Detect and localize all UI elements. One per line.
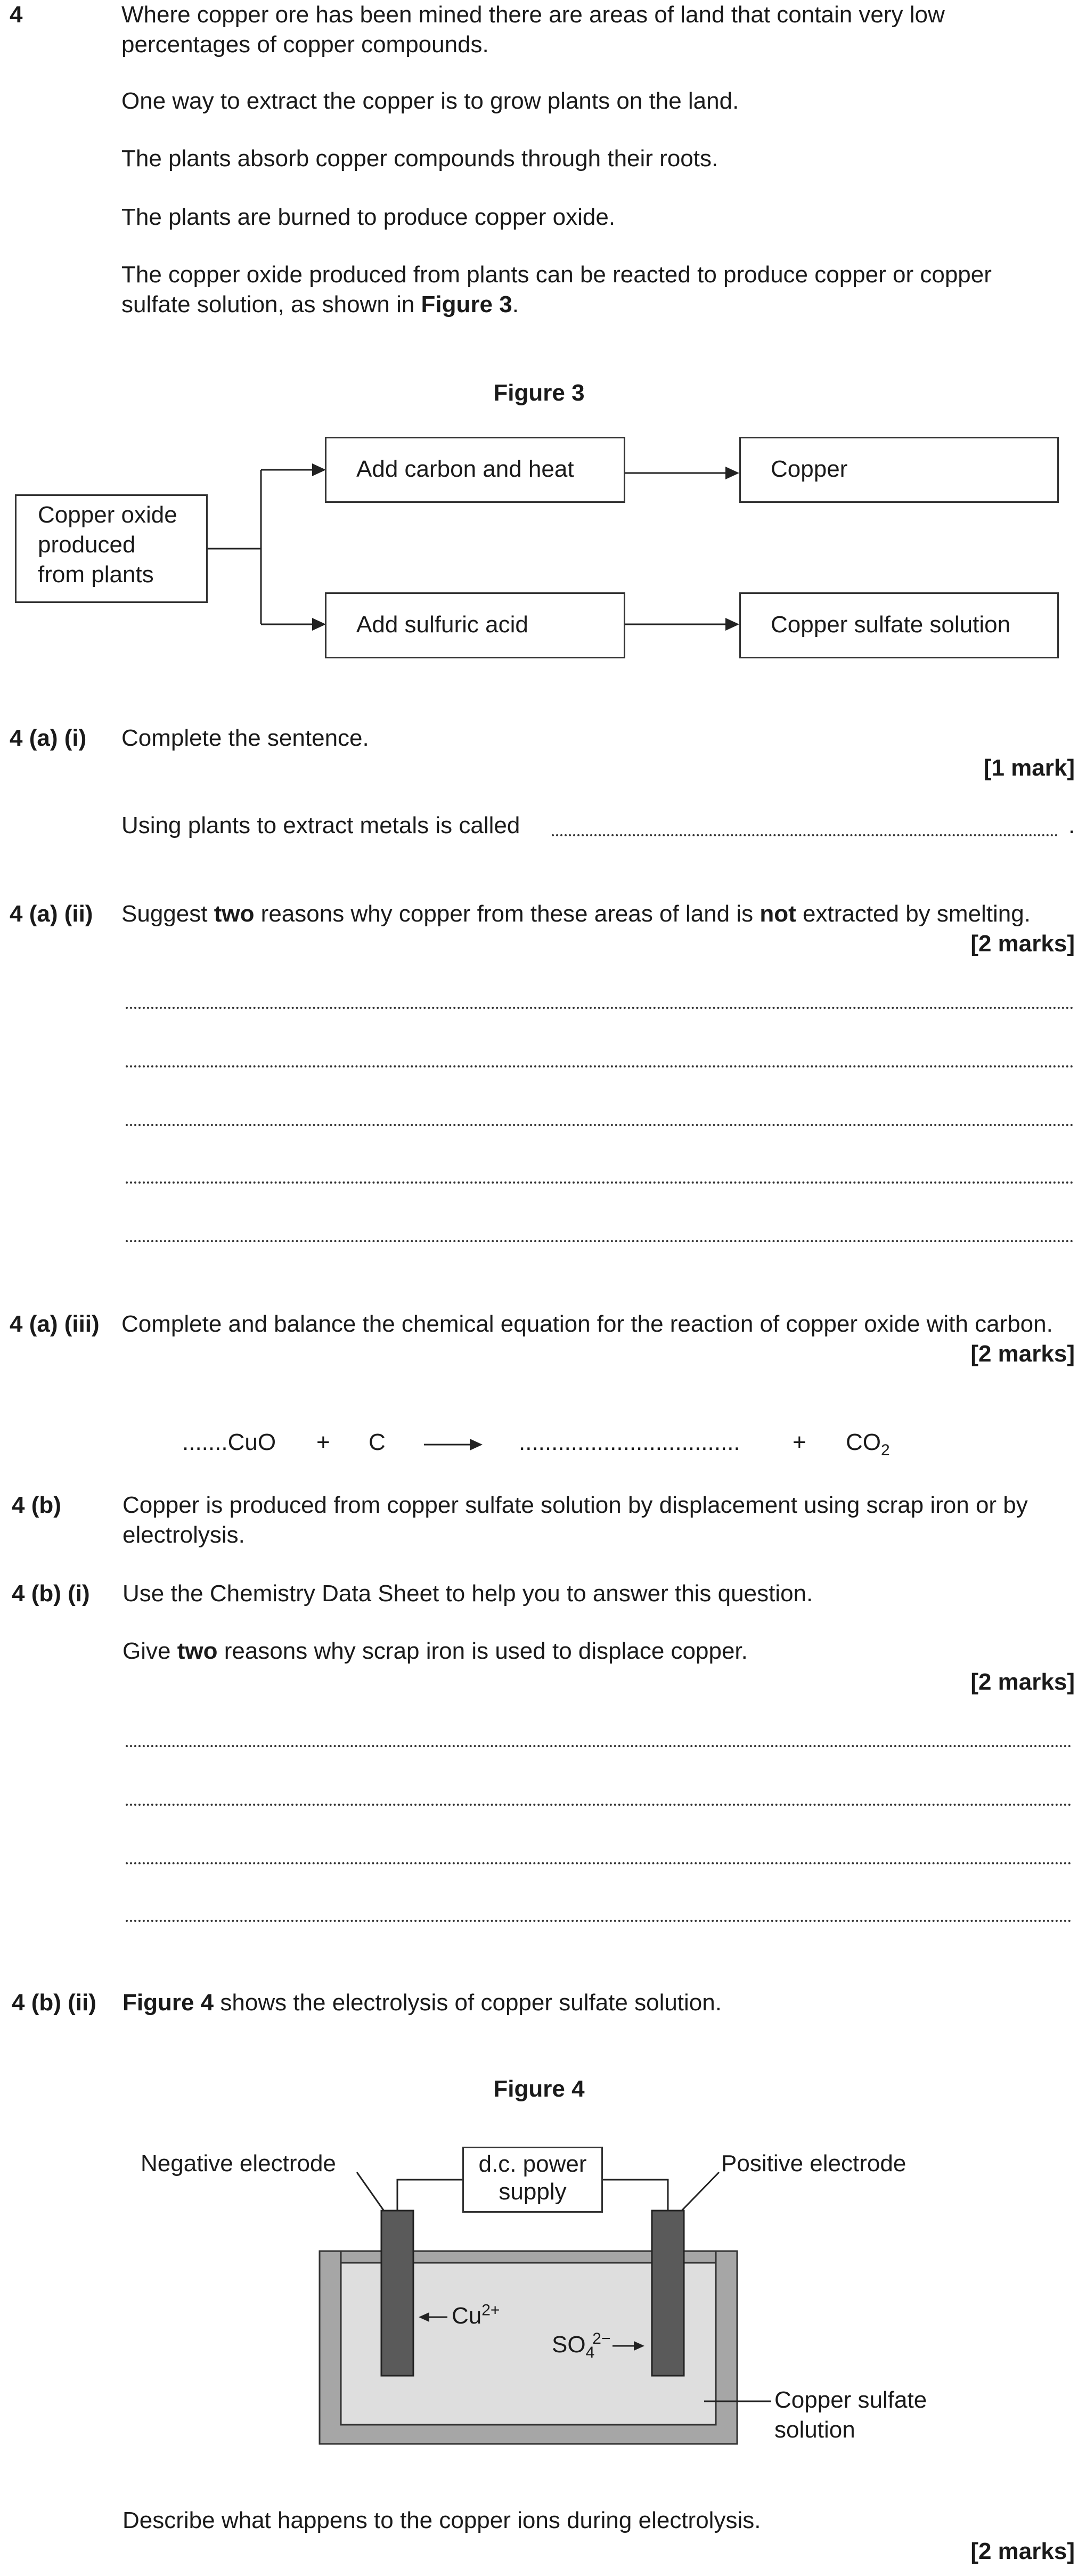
copper-ion-charge: 2+	[481, 2301, 500, 2319]
equation-carbon: C	[369, 1429, 386, 1455]
figure-4-title: Figure 4	[493, 2076, 585, 2102]
q4-b-label: 4 (b)	[12, 1492, 61, 1518]
sulfate-ion-label	[552, 2330, 610, 2360]
q4-a-i-label: 4 (a) (i)	[10, 725, 87, 751]
intro-paragraph-2: One way to extract the copper is to grow plants on the land.	[121, 88, 739, 114]
equation-plus-2: +	[793, 1429, 806, 1455]
intro-paragraph-3: The plants absorb copper compounds through their roots.	[121, 145, 718, 172]
q4-a-ii-marks: [2 marks]	[970, 931, 1075, 957]
equation-co2-formula: CO	[846, 1429, 881, 1455]
positive-electrode	[652, 2211, 684, 2376]
sulfate-ion-symbol: SO	[552, 2332, 586, 2358]
intro-paragraph-5-end: .	[512, 291, 519, 317]
copper-oxide-box-text: Copper oxide produced from plants	[38, 502, 177, 588]
q4-b-text: Copper is produced from copper sulfate solution by displacement using scrap iron or by electrolysis.	[123, 1492, 1028, 1548]
dc-power-supply	[462, 2147, 603, 2213]
q4-a-i-prompt: Complete the sentence.	[121, 725, 369, 751]
add-sulfuric-acid-box-text: Add sulfuric acid	[356, 612, 528, 638]
q4-a-ii-post: extracted by smelting.	[796, 901, 1031, 927]
q4-a-iii-label: 4 (a) (iii)	[10, 1311, 100, 1337]
figure-3-reference: Figure 3	[421, 291, 512, 317]
q4-b-ii-label: 4 (b) (ii)	[12, 1990, 96, 2016]
q4-b-ii-text-rest: shows the electrolysis of copper sulfate solution.	[214, 1990, 722, 2016]
intro-paragraph-5-text: The copper oxide produced from plants can be reacted to produce copper or copper sulfate solution, as shown in	[121, 262, 992, 317]
q4-b-i-label: 4 (b) (i)	[12, 1580, 90, 1607]
q4-a-i-marks: [1 mark]	[983, 755, 1075, 781]
copper-sulfate-solution-box-text: Copper sulfate solution	[771, 612, 1011, 638]
figure-4-reference: Figure 4	[123, 1990, 214, 2016]
q4-a-ii-mid: reasons why copper from these areas of land is	[254, 901, 760, 927]
sulfate-ion-charge: 2−	[592, 2330, 611, 2348]
copper-ion-symbol: Cu	[452, 2303, 482, 2329]
copper-box-text: Copper	[771, 456, 848, 482]
q4-a-ii-bold-two: two	[214, 901, 255, 927]
negative-electrode-label: Negative electrode	[141, 2150, 336, 2176]
equation-plus-1: +	[316, 1429, 330, 1455]
intro-paragraph-1: Where copper ore has been mined there are areas of land that contain very low percentages of copper compounds.	[121, 2, 945, 58]
q4-b-i-text-1: Use the Chemistry Data Sheet to help you to answer this question.	[123, 1580, 813, 1607]
copper-ion-label	[452, 2301, 500, 2331]
dc-power-supply-label: d.c. power supply	[478, 2151, 587, 2205]
q4-a-ii-pre: Suggest	[121, 901, 214, 927]
q4-b-i-bold-two: two	[177, 1638, 218, 1664]
q4-b-i-post: reasons why scrap iron is used to displace copper.	[217, 1638, 748, 1664]
question-number: 4	[10, 2, 23, 28]
q4-a-ii-bold-not: not	[760, 901, 796, 927]
q4-b-ii-describe: Describe what happens to the copper ions during electrolysis.	[123, 2507, 761, 2533]
q4-b-i-pre: Give	[123, 1638, 177, 1664]
equation-answer-blank[interactable]: ..................................	[519, 1429, 740, 1455]
q4-b-ii-marks: [2 marks]	[970, 2538, 1075, 2564]
sulfate-ion-subscript: 4	[585, 2343, 595, 2361]
q4-a-iii-marks: [2 marks]	[970, 1341, 1075, 1367]
q4-a-i-sentence-end: .	[1068, 812, 1075, 838]
positive-electrode-label: Positive electrode	[721, 2150, 907, 2176]
add-carbon-box-text: Add carbon and heat	[356, 456, 574, 482]
q4-a-ii-label: 4 (a) (ii)	[10, 901, 93, 927]
q4-a-i-sentence: Using plants to extract metals is called	[121, 812, 520, 838]
q4-b-i-marks: [2 marks]	[970, 1669, 1075, 1695]
figure-3-title: Figure 3	[493, 380, 585, 406]
q4-a-iii-prompt: Complete and balance the chemical equation for the reaction of copper oxide with carbon.	[121, 1311, 1053, 1337]
copper-sulfate-solution-label: Copper sulfate solution	[774, 2387, 927, 2443]
equation-cuo: .......CuO	[182, 1429, 276, 1455]
intro-paragraph-4: The plants are burned to produce copper oxide.	[121, 204, 616, 230]
negative-electrode	[381, 2211, 413, 2376]
equation-co2-subscript: 2	[881, 1441, 890, 1459]
